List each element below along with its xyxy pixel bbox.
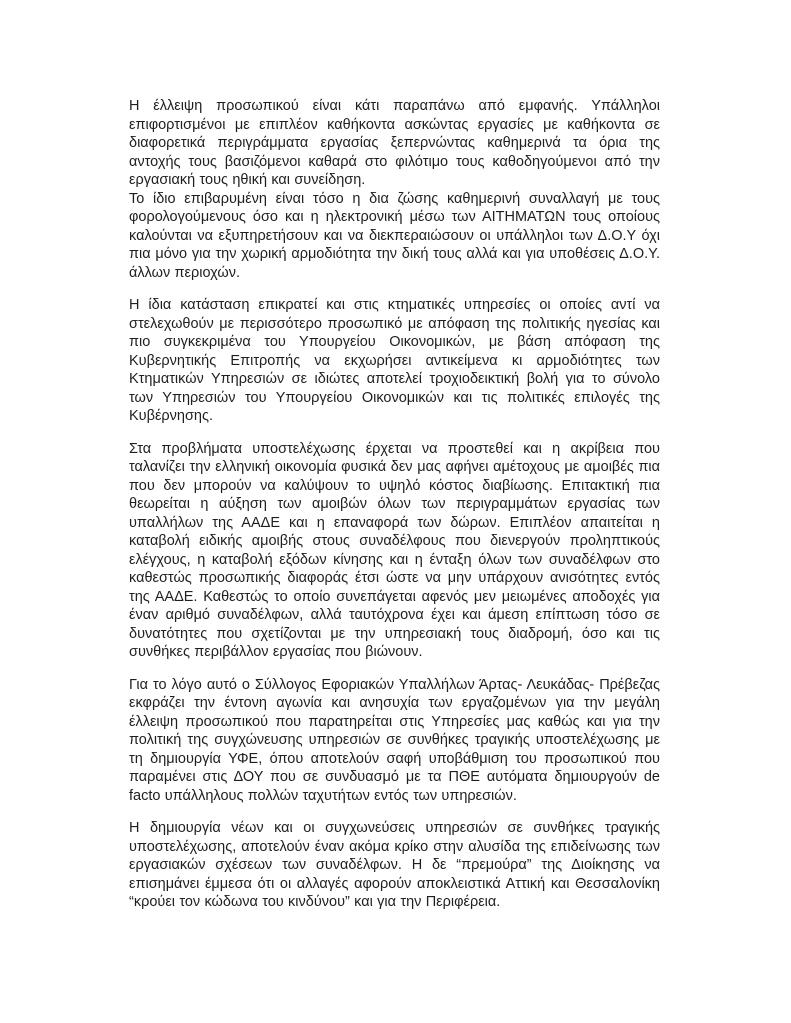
paragraph-daily-transactions: Το ίδιο επιβαρυμένη είναι τόσο η δια ζώσης καθημερινή συναλλαγή με τους φορολογούμενους όσο και η ηλεκτρονική μέσω των ΑΙΤΗΜΑΤΩΝ τους οποίους καλούνται να εξυπηρετήσουν και να διεκπεραιώσουν οι υπάλληλοι των Δ.Ο.Υ όχι πια μόνο για την χωρική αρμοδιότητα την δική τους αλλά και για υποθέσεις Δ.Ο.Υ. άλλων περιοχών.	[129, 190, 660, 281]
paragraph-union-statement: Για το λόγο αυτό ο Σύλλογος Εφοριακών Υπαλλήλων Άρτας- Λευκάδας- Πρέβεζας εκφράζει την έντονη αγωνία και ανησυχία των εργαζομένων για την μεγάλη έλλειψη προσωπικού που παρατηρείται στις Υπηρεσίες μας καθώς και για την πολιτική της συγχώνευσης υπηρεσιών σε συνθήκες τραγικής υποστελέχωσης με τη δημιουργία ΥΦΕ, όπου αποτελούν σαφή υποβάθμιση του προσωπικού που παραμένει στις ΔΟΥ που σε συνδυασμό με τα ΠΘΕ αυτόματα δημιουργούν de facto υπάλληλους πολλών ταχυτήτων εντός των υπηρεσιών.	[129, 676, 660, 804]
paragraph-understaffing-pay: Στα προβλήματα υποστελέχωσης έρχεται να προστεθεί και η ακρίβεια που ταλανίζει την ελληνική οικονομία φυσικά δεν μας αφήνει αμέτοχους με αμοιβές πια που δεν μπορούν να καλύψουν το υψηλό κόστος διαβίωσης. Επιτακτική πια θεωρείται η αύξηση των αμοιβών όλων των περιγραμμάτων εργασίας των υπαλλήλων της ΑΑΔΕ και η επαναφορά των δώρων. Επιπλέον απαιτείται η καταβολή ειδικής αμοιβής στους συναδέλφους που διενεργούν προληπτικούς ελέγχους, η καταβολή εξόδων κίνησης και η ένταξη όλων των συναδέλφων στο καθεστώς προσωπικής διαφοράς έτσι ώστε να μην υπάρχουν ανισότητες εντός της ΑΑΔΕ. Καθεστώς το οποίο συνεπάγεται αφενός μεν μειωμένες αποδοχές για έναν αριθμό συναδέλφων, αλλά ταυτόχρονα έχει και άμεση επίπτωση τόσο σε δυνατότητες που σχετίζονται με την υπηρεσιακή τους διαδρομή, όσο και τις συνθήκες περιβάλλον εργασίας που βιώνουν.	[129, 440, 660, 660]
paragraph-mergers-warning: Η δημιουργία νέων και οι συγχωνεύσεις υπηρεσιών σε συνθήκες τραγικής υποστελέχωσης, αποτελούν έναν ακόμα κρίκο στην αλυσίδα της επιδείνωσης των εργασιακών σχέσεων των συναδέλφων. Η δε “πρεμούρα” της Διοίκησης να επισημάνει έμμεσα ότι οι αλλαγές αφορούν αποκλειστικά Αττική και Θεσσαλονίκη “κρούει τον κώδωνα του κινδύνου” και για την Περιφέρεια.	[129, 820, 660, 910]
paragraph-staff-shortage: Η έλλειψη προσωπικού είναι κάτι παραπάνω από εμφανής. Υπάλληλοι επιφορτισμένοι με επιπλέον καθήκοντα ασκώντας εργασίες με καθήκοντα σε διαφορετικά περιγράμματα εργασίας ξεπερνώντας καθημερινά τα όρια της αντοχής τους βασιζόμενοι καθαρά στο φιλότιμο τους καθοδηγούμενοι από την εργασιακή τους ηθική και συνείδηση.	[129, 98, 660, 188]
paragraph-land-services: Η ίδια κατάσταση επικρατεί και στις κτηματικές υπηρεσίες οι οποίες αντί να στελεχωθούν με περισσότερο προσωπικό με απόφαση της πολιτικής ηγεσίας και πιο συγκεκριμένα του Υπουργείου Οικονομικών, με βάση απόφαση της Κυβερνητικής Επιτροπής να εκχωρήσει αντικείμενα κι αρμοδιότητες των Κτηματικών Υπηρεσιών σε ιδιώτες αποτελεί τροχιοδεικτική βολή για το σύνολο των Υπηρεσιών του Υπουργείου Οικονομικών και τις πολιτικές επιλογές της Κυβέρνησης.	[129, 297, 660, 424]
